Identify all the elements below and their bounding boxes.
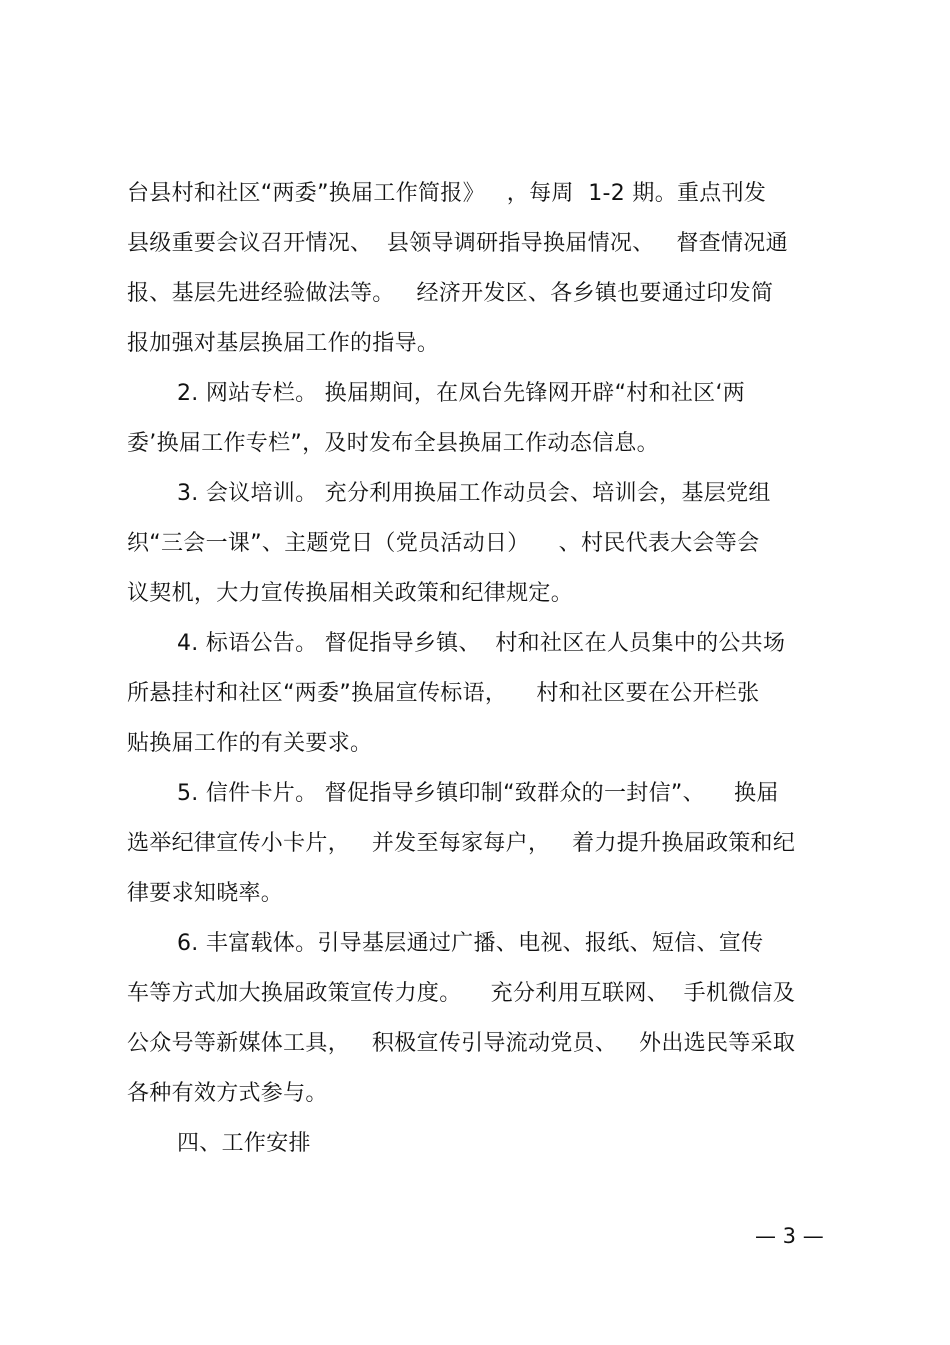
text-line: 选举纪律宣传小卡片， 并发至每家每户， 着力提升换届政策和纪 xyxy=(127,831,796,856)
text-line: 3. 会议培训。 充分利用换届工作动员会、培训会，基层党组 xyxy=(177,481,771,506)
text-line: 5. 信件卡片。 督促指导乡镇印制“致群众的一封信”、 换届 xyxy=(177,781,779,806)
text-line: 2. 网站专栏。 换届期间，在凤台先锋网开辟“村和社区‘两 xyxy=(177,381,746,406)
text-line: 贴换届工作的有关要求。 xyxy=(127,731,373,756)
text-line: 律要求知晓率。 xyxy=(127,881,284,906)
text-line: 4. 标语公告。 督促指导乡镇、 村和社区在人员集中的公共场 xyxy=(177,631,786,656)
section-heading: 四、工作安排 xyxy=(177,1131,311,1156)
text-line: 台县村和社区“两委”换届工作简报》 ，每周 1-2 期。重点刊发 xyxy=(127,181,767,206)
page-number: — 3 — xyxy=(755,1224,824,1248)
text-line: 报加强对基层换届工作的指导。 xyxy=(127,331,440,356)
text-line: 车等方式加大换届政策宣传力度。 充分利用互联网、 手机微信及 xyxy=(127,981,796,1006)
text-line: 县级重要会议召开情况、 县领导调研指导换届情况、 督查情况通 xyxy=(127,231,788,256)
text-line: 报、基层先进经验做法等。 经济开发区、各乡镇也要通过印发简 xyxy=(127,281,774,306)
text-line: 议契机，大力宣传换届相关政策和纪律规定。 xyxy=(127,581,574,606)
text-line: 织“三会一课”、主题党日（党员活动日） 、村民代表大会等会 xyxy=(127,531,760,556)
text-line: 委’换届工作专栏”，及时发布全县换届工作动态信息。 xyxy=(127,431,659,456)
text-line: 各种有效方式参与。 xyxy=(127,1081,328,1106)
text-line: 公众号等新媒体工具， 积极宣传引导流动党员、 外出选民等采取 xyxy=(127,1031,796,1056)
text-line: 6. 丰富载体。引导基层通过广播、电视、报纸、短信、宣传 xyxy=(177,931,764,956)
text-line: 所悬挂村和社区“两委”换届宣传标语， 村和社区要在公开栏张 xyxy=(127,681,760,706)
